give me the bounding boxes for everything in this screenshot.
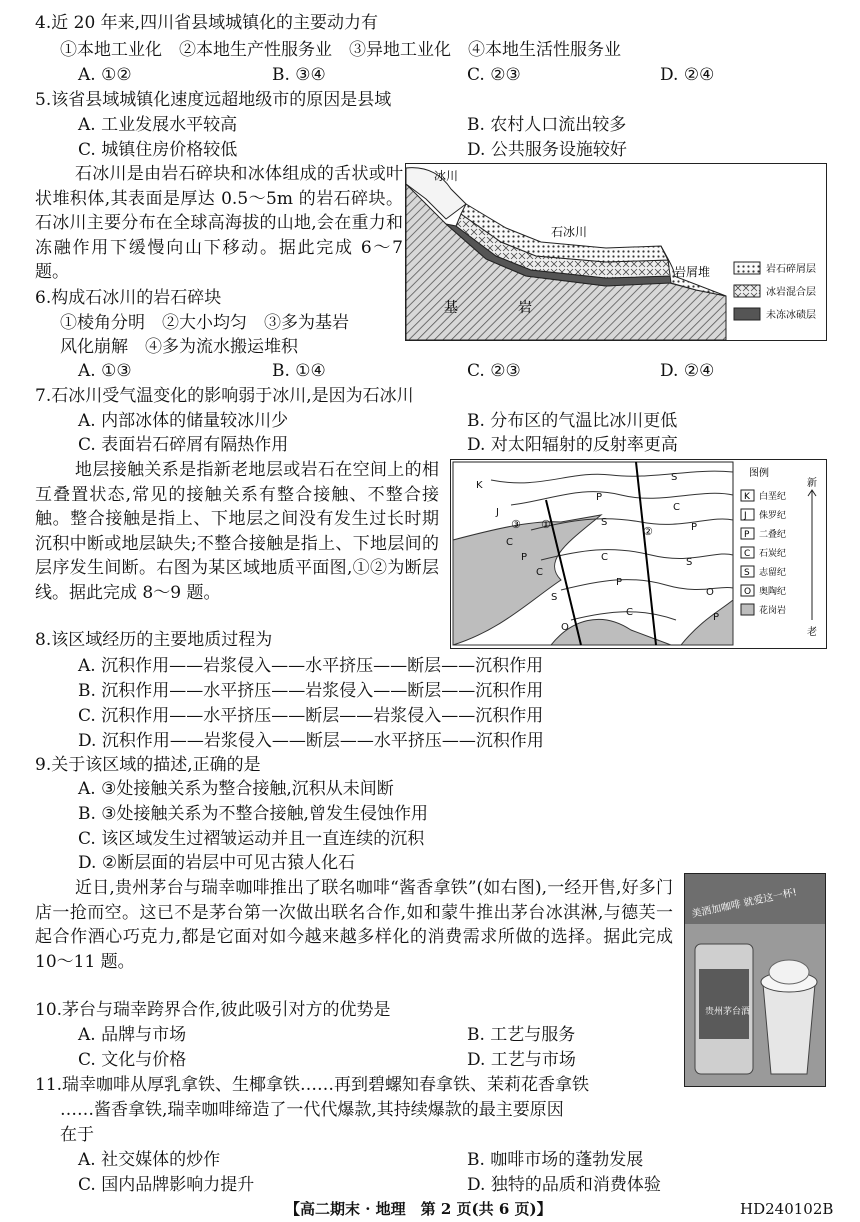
legend-label-till: 未冻冰碛层 — [766, 310, 816, 321]
svg-text:P: P — [616, 577, 623, 588]
legend-name-j: 侏罗纪 — [759, 511, 787, 521]
q10-option-c: C. 文化与价格 — [78, 1050, 187, 1070]
q6-option-d: D. ②④ — [660, 361, 715, 381]
paper-code: HD240102B — [740, 1200, 834, 1218]
q10-option-d: D. 工艺与市场 — [467, 1050, 576, 1070]
rock-glacier-diagram — [406, 164, 826, 340]
svg-text:C: C — [506, 537, 513, 548]
legend-name-s: 志留纪 — [759, 568, 787, 578]
svg-text:P: P — [521, 552, 528, 563]
passage-coffee: 近日,贵州茅台与瑞幸咖啡推出了联名咖啡“酱香拿铁”(如右图),一经开售,好多门店一抢而空。这已不是茅台第一次做出联名合作,如和蒙牛推出茅台冰淇淋,与德芙一起合作酒心巧克力,都是它面对如今越来越多样化的消费需求所做的选择。据此完成 10～11 题。 — [35, 878, 673, 972]
q7-option-c: C. 表面岩石碎屑有隔热作用 — [78, 435, 289, 455]
q7-option-d: D. 对太阳辐射的反射率更高 — [467, 435, 678, 455]
q6-items-line2: 风化崩解 ④多为流水搬运堆积 — [60, 337, 298, 357]
q10-stem: 10.茅台与瑞幸跨界合作,彼此吸引对方的优势是 — [35, 1000, 391, 1020]
svg-text:C: C — [673, 502, 680, 513]
svg-text:S: S — [671, 472, 678, 483]
q6-option-c: C. ②③ — [467, 361, 521, 381]
rock-glacier-figure — [405, 163, 827, 341]
legend-swatch-debris — [734, 262, 760, 274]
q7-option-b: B. 分布区的气温比冰川更低 — [467, 411, 678, 431]
q4-option-a: A. ①② — [78, 65, 132, 85]
q5-option-b: B. 农村人口流出较多 — [467, 115, 627, 135]
legend-swatch-till — [734, 308, 760, 320]
q11-option-b: B. 咖啡市场的蓬勃发展 — [467, 1150, 644, 1170]
legend-code-c: C — [744, 549, 751, 559]
q11-option-c: C. 国内品牌影响力提升 — [78, 1175, 255, 1195]
legend-title: 图例 — [749, 468, 769, 479]
svg-text:S: S — [551, 592, 558, 603]
q5-option-d: D. 公共服务设施较好 — [467, 140, 627, 160]
q6-stem: 6.构成石冰川的岩石碎块 — [35, 288, 222, 308]
q9-option-a: A. ③处接触关系为整合接触,沉积从未间断 — [78, 779, 394, 799]
legend-name-o: 奥陶纪 — [759, 587, 787, 597]
svg-text:O: O — [561, 622, 569, 633]
legend-swatch-granite — [741, 604, 754, 615]
svg-text:J: J — [496, 507, 499, 518]
page-footer: 【高二期末 · 地理 第 2 页(共 6 页)】 — [285, 1200, 552, 1218]
legend-label-mixed: 冰岩混合层 — [766, 287, 816, 298]
svg-text:P: P — [596, 492, 603, 503]
svg-text:S: S — [686, 557, 693, 568]
bedrock-label-1: 基 — [444, 300, 458, 316]
q10-option-a: A. 品牌与市场 — [78, 1025, 187, 1045]
latte-photo-illustration — [685, 874, 825, 1086]
svg-text:P: P — [713, 612, 720, 623]
legend-swatch-mixed — [734, 285, 760, 297]
latte-cup — [763, 984, 815, 1074]
svg-text:O: O — [706, 587, 714, 598]
arrow-label-new: 新 — [807, 478, 817, 489]
q4-stem: 4.近 20 年来,四川省县域城镇化的主要动力有 — [35, 13, 379, 33]
glacier-label: 冰川 — [434, 169, 459, 183]
svg-text:C: C — [626, 607, 633, 618]
rock-glacier-label: 石冰川 — [551, 225, 588, 239]
svg-text:C: C — [601, 552, 608, 563]
q9-option-c: C. 该区域发生过褶皱运动并且一直连续的沉积 — [78, 829, 425, 849]
geology-map-figure — [450, 459, 827, 649]
q5-option-a: A. 工业发展水平较高 — [78, 115, 238, 135]
q11-stem-line1: 11.瑞幸咖啡从厚乳拿铁、生椰拿铁……再到碧螺知春拿铁、茉莉花香拿铁 — [35, 1075, 590, 1095]
q9-option-d: D. ②断层面的岩层中可见古猿人化石 — [78, 853, 356, 873]
geology-map — [451, 460, 826, 648]
legend-code-s: S — [744, 568, 750, 578]
bedrock-label-2: 岩 — [518, 300, 532, 316]
marker-3: ③ — [511, 518, 521, 531]
q11-stem-line3: 在于 — [60, 1125, 94, 1145]
q11-option-a: A. 社交媒体的炒作 — [78, 1150, 221, 1170]
q4-option-b: B. ③④ — [272, 65, 326, 85]
q7-option-a: A. 内部冰体的储量较冰川少 — [78, 411, 289, 431]
legend-code-o: O — [744, 587, 752, 597]
svg-text:K: K — [476, 480, 483, 491]
q7-stem: 7.石冰川受气温变化的影响弱于冰川,是因为石冰川 — [35, 386, 414, 406]
q4-items: ①本地工业化 ②本地生产性服务业 ③异地工业化 ④本地生活性服务业 — [60, 40, 621, 60]
q5-option-c: C. 城镇住房价格较低 — [78, 140, 238, 160]
q4-option-d: D. ②④ — [660, 65, 715, 85]
q6-items-line1: ①棱角分明 ②大小均匀 ③多为基岩 — [60, 313, 349, 333]
q9-option-b: B. ③处接触关系为不整合接触,曾发生侵蚀作用 — [78, 804, 428, 824]
passage-rock-glacier: 石冰川是由岩石碎块和冰体组成的舌状或叶状堆积体,其表面是厚达 0.5～5m 的岩石碎块。石冰川主要分布在全球高海拔的山地,会在重力和冻融作用下缓慢向山下移动。据此完成 6～7 题。 — [35, 164, 403, 282]
legend-name-c: 石炭纪 — [759, 549, 787, 559]
svg-text:C: C — [536, 567, 543, 578]
arrow-label-old: 老 — [807, 627, 817, 638]
q8-option-c: C. 沉积作用——水平挤压——断层——岩浆侵入——沉积作用 — [78, 706, 544, 726]
slogan-text: 美酒加咖啡 就爱这一杯! — [690, 887, 798, 921]
q6-option-b: B. ①④ — [272, 361, 326, 381]
q5-stem: 5.该省县域城镇化速度远超地级市的原因是县域 — [35, 90, 392, 110]
q11-option-d: D. 独特的品质和消费体验 — [467, 1175, 661, 1195]
q6-option-a: A. ①③ — [78, 361, 132, 381]
q8-option-a: A. 沉积作用——岩浆侵入——水平挤压——断层——沉积作用 — [78, 656, 544, 676]
marker-1: ① — [541, 518, 551, 531]
q8-option-b: B. 沉积作用——水平挤压——岩浆侵入——断层——沉积作用 — [78, 681, 544, 701]
q11-stem-line2: ……酱香拿铁,瑞幸咖啡缔造了一代代爆款,其持续爆款的最主要原因 — [60, 1100, 564, 1120]
q9-stem: 9.关于该区域的描述,正确的是 — [35, 755, 261, 775]
legend-name-granite: 花岗岩 — [759, 606, 787, 616]
legend-code-p: P — [744, 530, 750, 540]
brand-text: 贵州茅台酒 — [705, 1007, 751, 1017]
talus-label: 岩屑堆 — [674, 265, 711, 279]
svg-text:S: S — [601, 517, 608, 528]
legend-name-p: 二叠纪 — [759, 530, 787, 540]
q4-option-c: C. ②③ — [467, 65, 521, 85]
q10-option-b: B. 工艺与服务 — [467, 1025, 576, 1045]
marker-2: ② — [643, 525, 653, 538]
svg-text:P: P — [691, 522, 698, 533]
passage-strata: 地层接触关系是指新老地层或岩石在空间上的相互叠置状态,常见的接触关系有整合接触、不整合接触。整合接触是指上、下地层之间没有发生过长时期沉积中断或地层缺失;不整合接触是指上、下地层间的层序发生间断。右图为某区域地质平面图,①②为断层线。据此完成 8～9 题。 — [35, 460, 439, 603]
legend-label-debris: 岩石碎屑层 — [766, 264, 816, 275]
legend-code-k: K — [744, 492, 750, 502]
legend-name-k: 白垩纪 — [759, 492, 787, 502]
latte-photo — [684, 873, 826, 1087]
legend-code-j: J — [744, 511, 747, 521]
q8-option-d: D. 沉积作用——岩浆侵入——断层——水平挤压——沉积作用 — [78, 731, 544, 751]
q8-stem: 8.该区域经历的主要地质过程为 — [35, 630, 273, 650]
